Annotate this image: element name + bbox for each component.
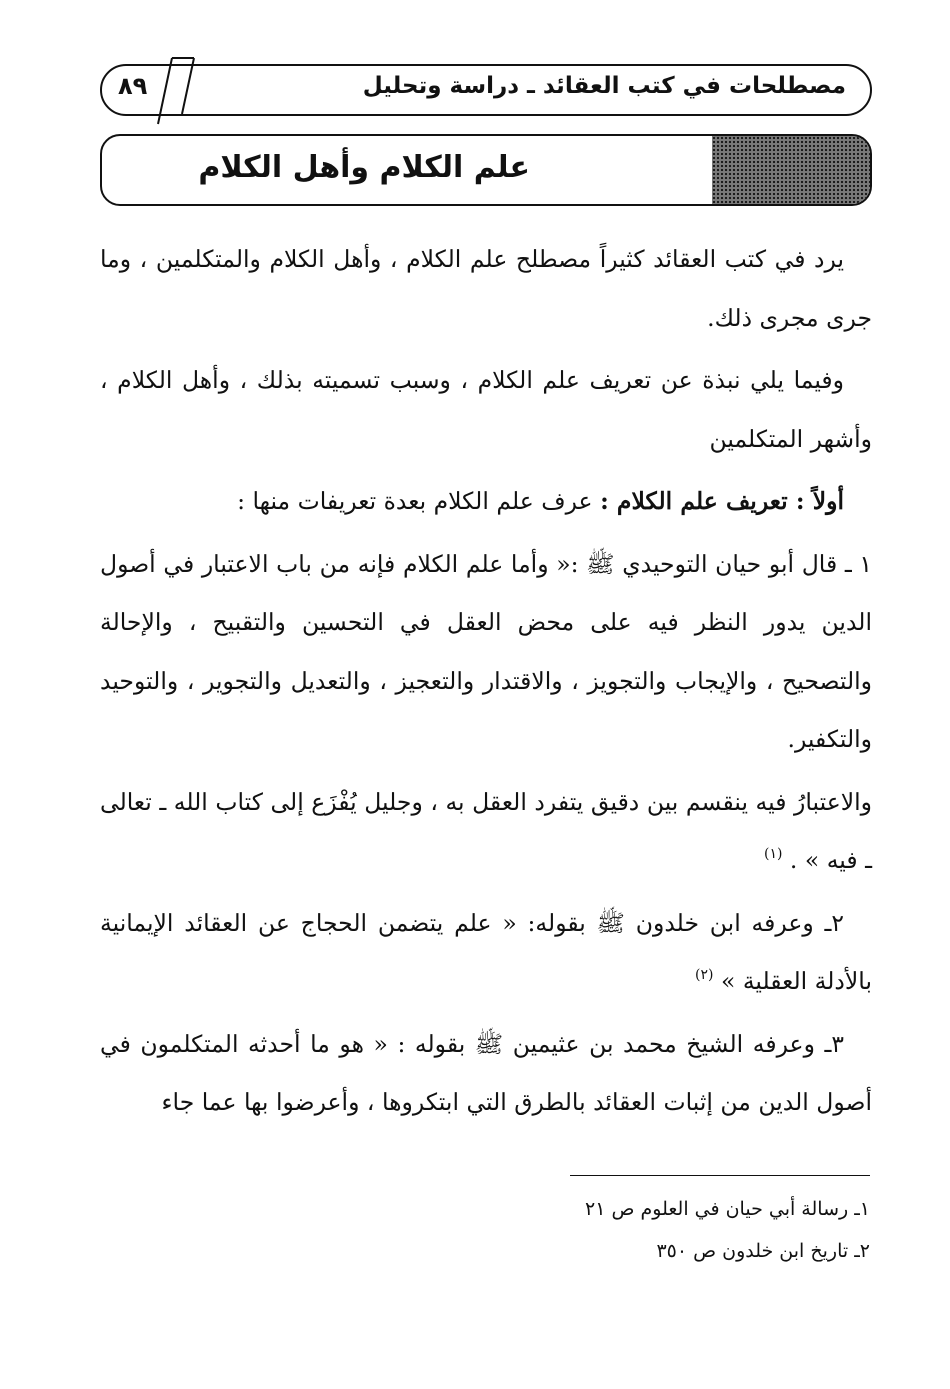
paragraph-overview: وفيما يلي نبذة عن تعريف علم الكلام ، وسبب تسميته بذلك ، وأهل الكلام ، وأشهر المتكلمين [100, 366, 872, 453]
paragraph-text: والاعتبارُ فيه ينقسم بين دقيق يتفرد العقل به ، وجليل يُفْزَع إلى كتاب الله ـ تعالى ـ فيه » . [100, 787, 872, 874]
decorative-pattern [712, 136, 870, 204]
subheading-text: عرف علم الكلام بعدة تعريفات منها : [237, 487, 601, 515]
page-number: ٨٩ [118, 72, 148, 100]
page-number-divider-icon [150, 54, 200, 126]
paragraph-definition-1-cont [100, 773, 872, 890]
footnote-1: ١ـ رسالة أبي حيان في العلوم ص ٢١ [585, 1198, 870, 1220]
footnote-ref-1: (١) [763, 846, 783, 862]
subheading: أولاً : تعريف علم الكلام : [600, 487, 844, 515]
paragraph-definitions-heading [100, 472, 872, 531]
body-text [100, 230, 872, 1136]
section-title: علم الكلام وأهل الكلام [198, 150, 530, 185]
running-header [100, 64, 872, 116]
footnote-ref-2: (٢) [695, 967, 714, 983]
paragraph-definition-2 [100, 894, 872, 1011]
paragraph-intro: يرد في كتب العقائد كثيراً مصطلح علم الكلام ، وأهل الكلام والمتكلمين ، وما جرى مجرى ذلك. [100, 245, 872, 332]
footnotes [370, 1188, 870, 1272]
paragraph-definition-3: ٣ـ وعرفه الشيخ محمد بن عثيمين ﷺ بقوله : « هو ما أحدثه المتكلمون في أصول الدين من إثبات العقائد بالطرق التي ابتكروها ، وأعرضوا بها عما جاء [100, 1029, 872, 1116]
section-title-box [100, 134, 872, 206]
footnote-separator [570, 1175, 870, 1176]
paragraph-text: ٢ـ وعرفه ابن خلدون ﷺ بقوله: « علم يتضمن الحجاج عن العقائد الإيمانية بالأدلة العقلية » [100, 908, 872, 995]
paragraph-definition-1: ١ ـ قال أبو حيان التوحيدي ﷺ :« وأما علم الكلام فإنه من باب الاعتبار في أصول الدين يدور النظر فيه على محض العقل في التحسين والتقبيح ، والإحالة والتصحيح ، والإيجاب والتجويز ، والاقتدار والتعجيز ، والتعديل والتجوير ، والتوحيد والتكفير. [100, 549, 872, 753]
footnote-2: ٢ـ تاريخ ابن خلدون ص ٣٥٠ [656, 1240, 870, 1262]
running-title: مصطلحات في كتب العقائد ـ دراسة وتحليل [362, 73, 846, 99]
